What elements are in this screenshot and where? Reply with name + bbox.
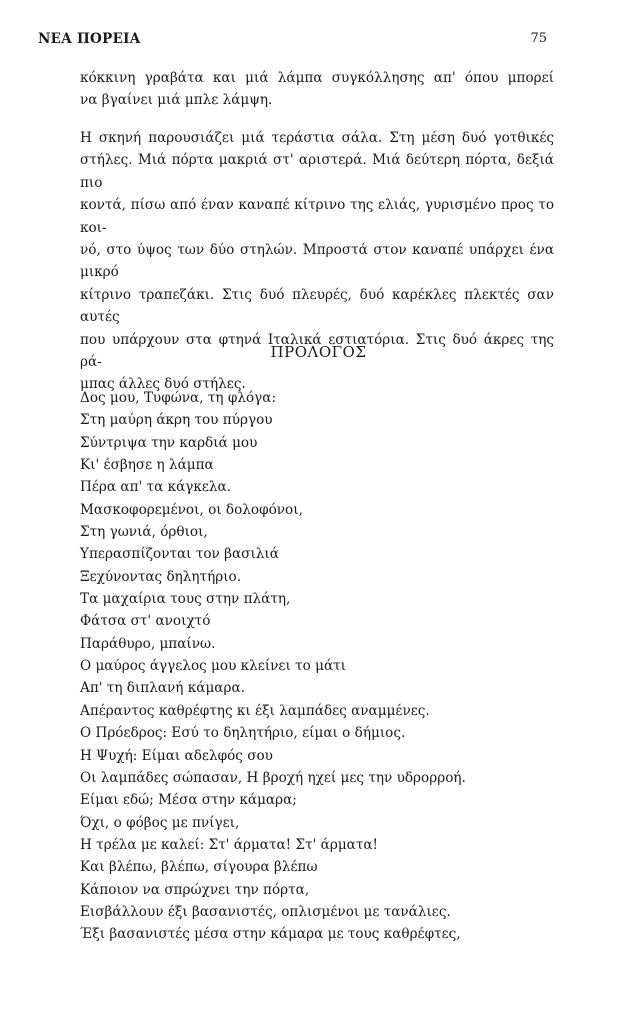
section-title: ΠΡΟΛΟΓΟΣ	[270, 343, 367, 361]
poem-line: Ξεχύνοντας δηλητήριο.	[80, 568, 242, 585]
poem-line: Μασκοφορεμένοι, οι δολοφόνοι,	[80, 501, 303, 518]
description-line: στήλες. Μιά πόρτα μακριά στ' αριστερά. Μιά δεύτερη πόρτα, δεξιά πιο	[80, 152, 554, 191]
poem-line: Απ' τη διπλανή κάμαρα.	[80, 680, 245, 697]
poem	[80, 387, 560, 946]
description-line: μπας άλλες δυό στήλες.	[80, 376, 246, 393]
poem-line: Πέρα απ' τα κάγκελα.	[80, 479, 232, 496]
poem-line: Και βλέπω, βλέπω, σίγουρα βλέπω	[80, 859, 318, 876]
poem-line: Η τρέλα με καλεί: Στ' άρματα! Στ' άρματα!	[80, 836, 379, 853]
poem-line: Είμαι εδώ; Μέσα στην κάμαρα;	[80, 792, 297, 809]
page-header	[38, 31, 547, 51]
description-line: που υπάρχουν στα φτηνά Ιταλικά εστιατόρια. Στις δυό άκρες της ρά-	[80, 331, 554, 371]
intro-paragraph	[80, 67, 554, 112]
poem-line: Οι λαμπάδες σώπασαν, Η βροχή ηχεί μες την υδρορροή.	[80, 769, 466, 786]
running-title: ΝΕΑ ΠΟΡΕΙΑ	[38, 31, 141, 47]
description-line: κίτρινο τραπεζάκι. Στις δυό πλευρές, δυό καρέκλες πλεκτές σαν αυτές	[80, 286, 554, 326]
poem-line: Ο μαύρος άγγελος μου κλείνει το μάτι	[80, 658, 346, 675]
intro-line: κόκκινη γραβάτα και μιά λάμπα συγκόλλησης απ' όπου μπορεί	[80, 70, 554, 86]
poem-line: Εισβάλλουν έξι βασανιστές, οπλισμένοι με τανάλιες.	[80, 903, 451, 920]
poem-line: Παράθυρο, μπαίνω.	[80, 635, 216, 652]
poem-line: Στη γωνιά, όρθιοι,	[80, 524, 208, 541]
poem-line: Δος μου, Τυφώνα, τη φλόγα:	[80, 390, 277, 406]
poem-line: Υπερασπίζονται τον βασιλιά	[80, 546, 279, 563]
poem-line: Ο Πρόεδρος: Εσύ το δηλητήριο, είμαι ο δήμιος.	[80, 725, 406, 742]
poem-line: Σύντριψα την καρδιά μου	[80, 434, 258, 451]
poem-line: Φάτσα στ' ανοιχτό	[80, 613, 211, 630]
intro-line: να βγαίνει μιά μπλε λάμψη.	[80, 92, 273, 109]
description-line: Η σκηνή παρουσιάζει μιά τεράστια σάλα. Στη μέση δυό γοτθικές	[80, 130, 554, 146]
description-line: νό, στο ύψος των δύο στηλών. Μπροστά στον καναπέ υπάρχει ένα μικρό	[80, 242, 554, 281]
poem-line: Στη μαύρη άκρη του πύργου	[80, 412, 273, 429]
poem-line: Όχι, ο φόβος με πνίγει,	[80, 814, 240, 831]
poem-line: Έξι βασανιστές μέσα στην κάμαρα με τους καθρέφτες,	[80, 926, 461, 943]
poem-line: Τα μαχαίρια τους στην πλάτη,	[80, 591, 291, 608]
poem-line: Απέραντος καθρέφτης κι έξι λαμπάδες αναμμένες.	[80, 702, 430, 719]
poem-line: Κι' έσβησε η λάμπα	[80, 457, 214, 474]
poem-line: Η Ψυχή: Είμαι αδελφός σου	[80, 747, 273, 764]
description-line: κοντά, πίσω από έναν καναπέ κίτρινο της ελιάς, γυρισμένο προς το κοι-	[80, 197, 554, 236]
poem-line: Κάποιον να σπρώχνει την πόρτα,	[80, 881, 310, 898]
page-number: 75	[530, 31, 547, 46]
